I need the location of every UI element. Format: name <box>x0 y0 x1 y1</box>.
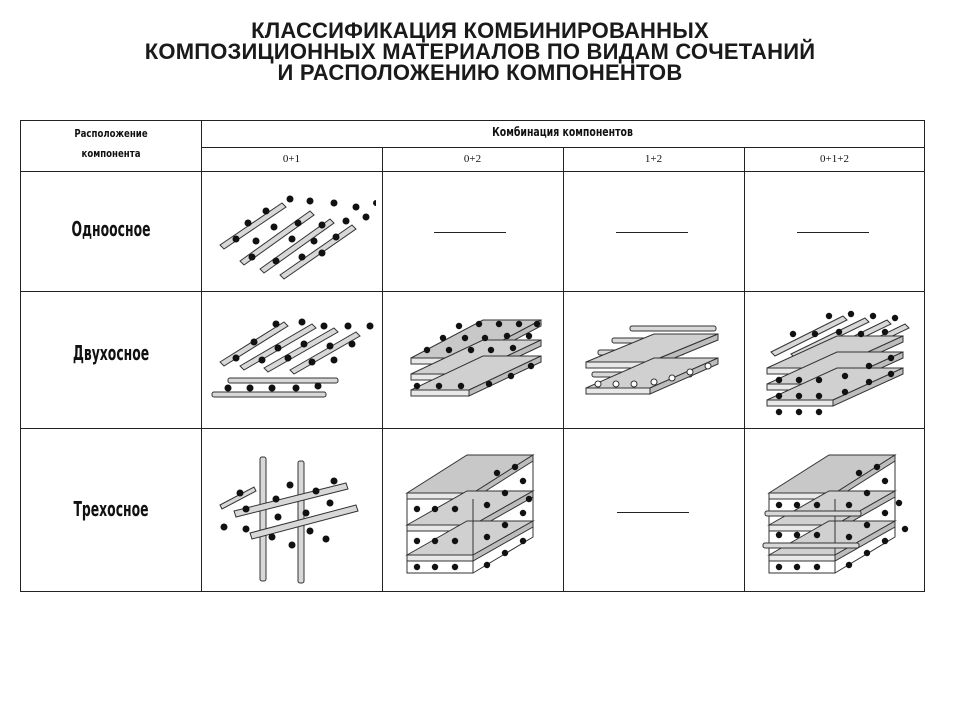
grid-line <box>21 291 924 292</box>
uniaxial-fibers-particles-figure <box>206 181 376 281</box>
triaxial-plates-particles-figure <box>387 433 559 587</box>
empty-cell-dash <box>616 232 688 233</box>
triaxial-rods-particles-figure <box>206 433 378 587</box>
corner-header-line-1: Расположение <box>74 127 148 140</box>
corner-header-line-2: компонента <box>81 147 141 160</box>
title-line-2: КОМПОЗИЦИОННЫХ МАТЕРИАЛОВ ПО ВИДАМ СОЧЕТАНИЙ <box>144 39 816 64</box>
column-header: 1+2 <box>644 153 663 165</box>
grid-line <box>744 147 745 591</box>
column-header: 0+2 <box>463 153 482 165</box>
grid-line <box>201 147 924 148</box>
empty-cell-dash <box>797 232 869 233</box>
biaxial-combined-figure <box>749 296 921 424</box>
biaxial-plates-particles-figure <box>387 296 559 424</box>
grid-line <box>563 147 564 591</box>
triaxial-combined-figure <box>749 433 921 587</box>
grid-line <box>21 171 924 172</box>
column-header: 0+1+2 <box>820 153 849 165</box>
row-label-biaxial: Двухосное <box>72 341 150 365</box>
empty-cell-dash <box>617 512 689 513</box>
empty-cell-dash <box>434 232 506 233</box>
grid-line <box>382 147 383 591</box>
grid-line <box>201 121 202 591</box>
title-line-1: КЛАССИФИКАЦИЯ КОМБИНИРОВАННЫХ <box>251 18 709 43</box>
biaxial-plates-fibers-figure <box>568 296 740 424</box>
column-header: 0+1 <box>282 153 301 165</box>
title-line-3: И РАСПОЛОЖЕНИЮ КОМПОНЕНТОВ <box>277 60 683 85</box>
classification-table <box>20 120 925 592</box>
slide-title <box>0 20 960 83</box>
biaxial-fibers-particles-figure <box>206 296 378 424</box>
row-label-uniaxial: Одноосное <box>71 217 151 241</box>
row-label-triaxial: Трехосное <box>73 497 149 521</box>
combination-header: Комбинация компонентов <box>492 125 633 139</box>
grid-line <box>21 428 924 429</box>
